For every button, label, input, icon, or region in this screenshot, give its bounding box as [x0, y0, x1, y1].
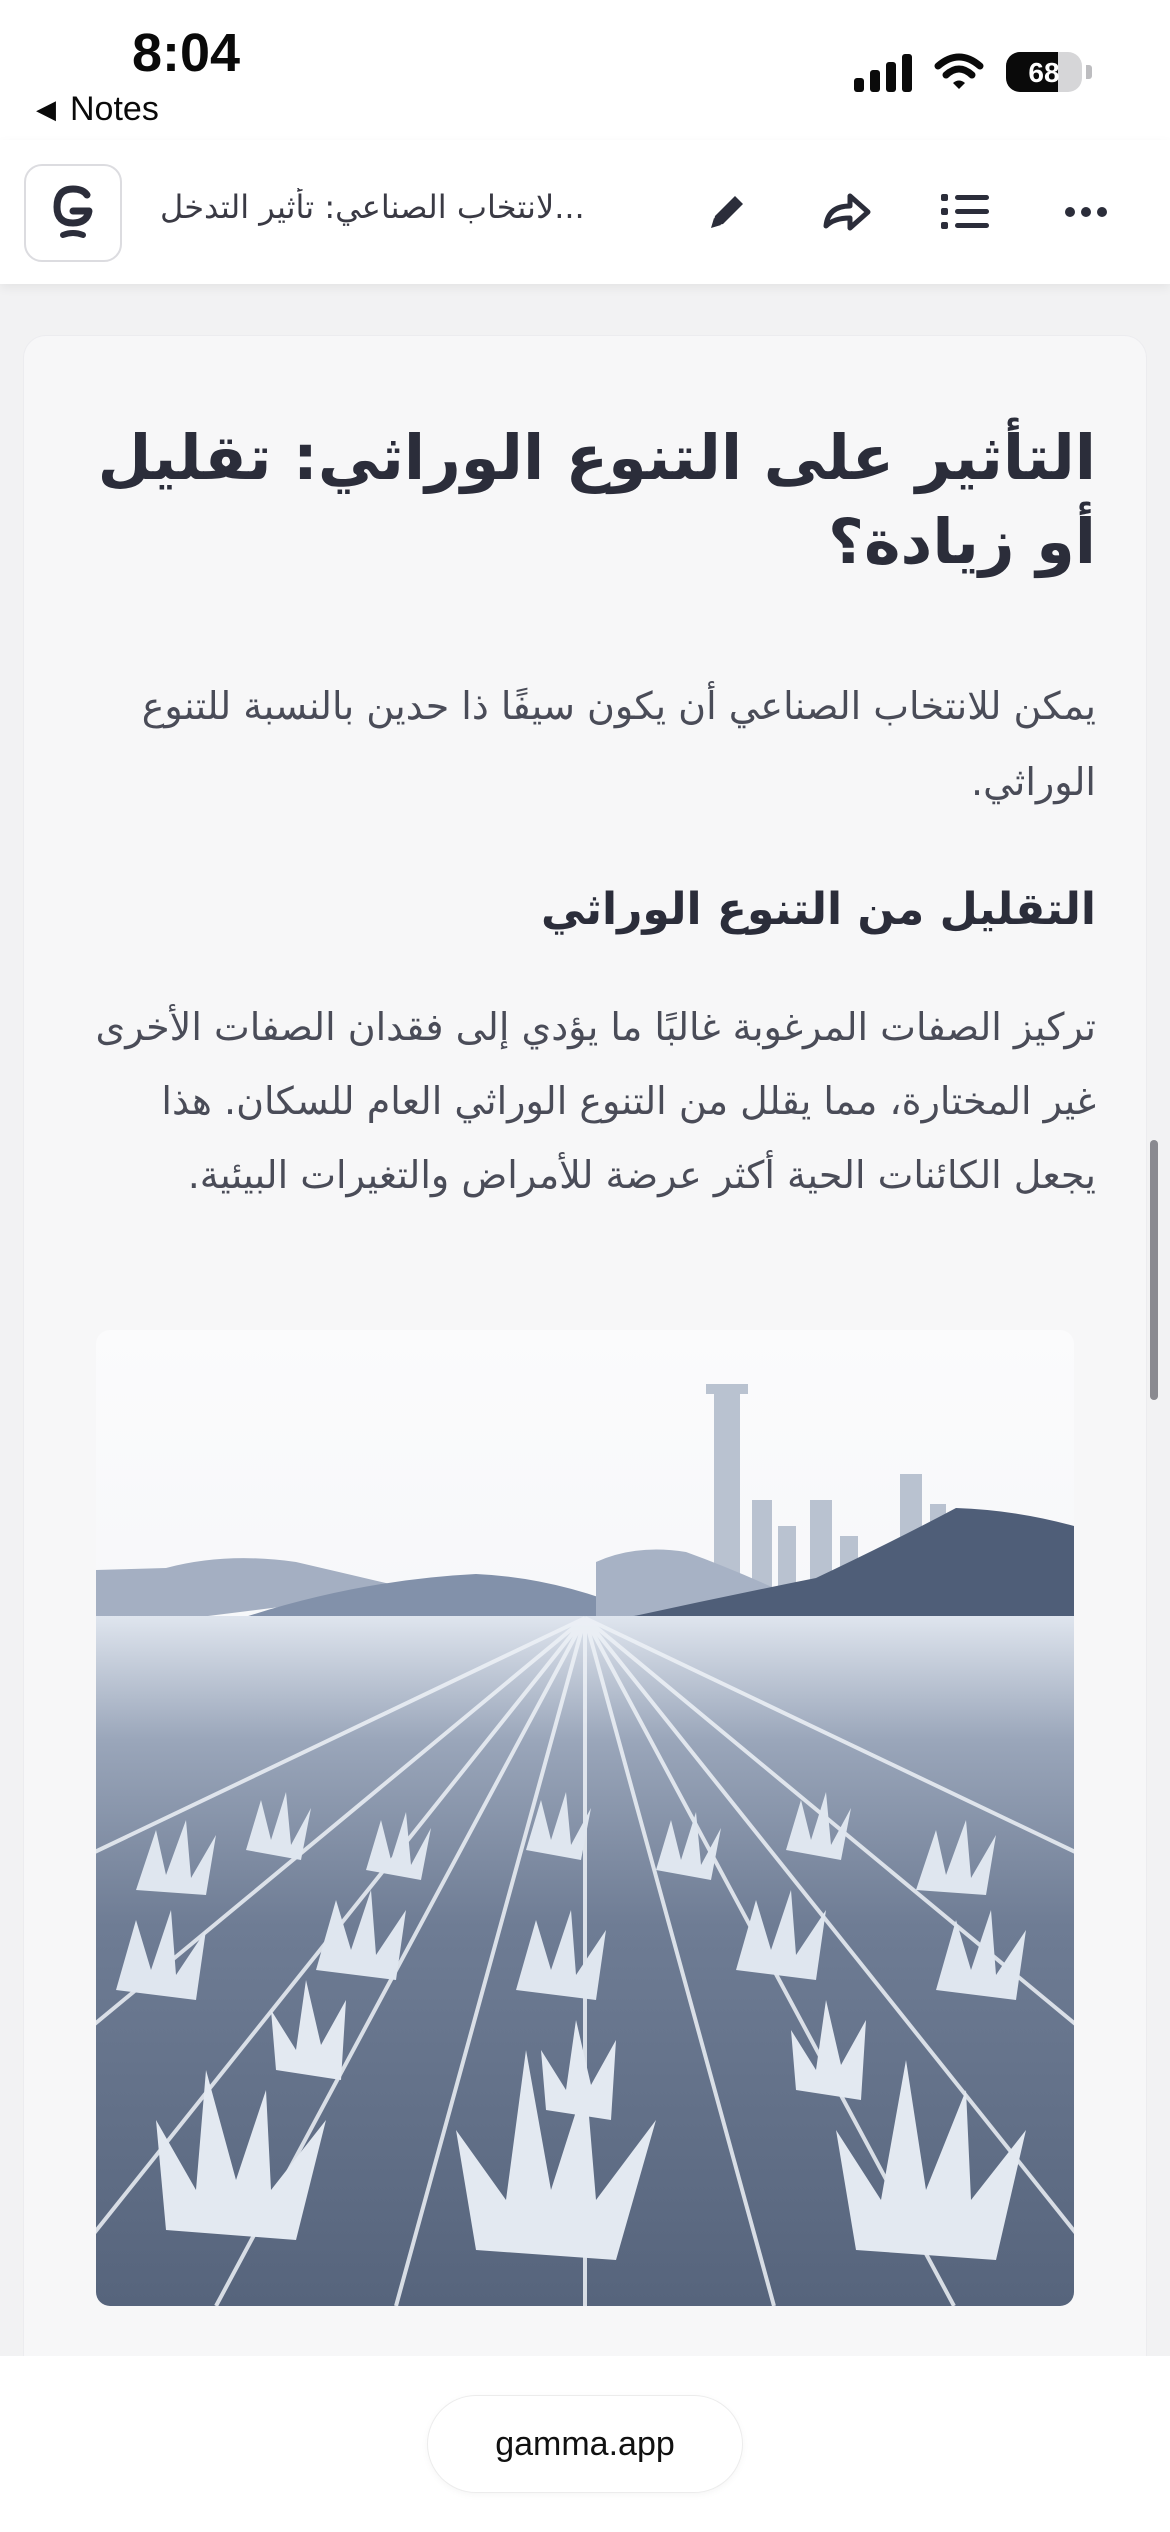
battery-icon [1006, 52, 1082, 92]
battery-cap [1086, 65, 1092, 79]
gamma-logo-icon [43, 181, 103, 245]
edit-icon[interactable] [695, 180, 759, 244]
battery-percent: 68 [1028, 57, 1060, 88]
intro-paragraph: يمكن للانتخاب الصناعي أن يكون سيفًا ذا حدين بالنسبة للتنوع الوراثي. [141, 684, 1096, 804]
cellular-signal-icon [854, 52, 912, 92]
section-heading: التأثير على التنوع الوراثي: تقليل أو زيادة؟ [97, 421, 1096, 578]
wifi-icon [934, 52, 984, 92]
field-illustration[interactable] [96, 1330, 1074, 2306]
body-paragraph: تركيز الصفات المرغوبة غالبًا ما يؤدي إلى فقدان الصفات الأخرى غير المختارة، مما يقلل من التنوع الوراثي العام للسكان. هذا يجعل الكائنات الحية أكثر عرضة للأمراض والتغيرات البيئية. [95, 1005, 1096, 1197]
back-app-label: Notes [70, 90, 159, 128]
url-bar[interactable]: gamma.app [428, 2396, 742, 2492]
subheading: التقليل من التنوع الوراثي [540, 884, 1096, 935]
gamma-logo-button[interactable] [24, 164, 122, 262]
status-bar [0, 0, 1170, 140]
back-to-notes-link[interactable] [36, 90, 159, 129]
share-icon[interactable] [814, 180, 878, 244]
more-icon[interactable] [1054, 180, 1118, 244]
document-title[interactable]: ...لانتخاب الصناعي: تأثير التدخل [160, 188, 585, 226]
status-icons [854, 52, 1092, 92]
status-time: 8:04 [132, 23, 241, 83]
back-arrow-icon: ◀ [36, 94, 56, 124]
list-icon[interactable] [934, 180, 998, 244]
page-scrollbar[interactable] [1150, 1140, 1158, 1400]
content-card [24, 336, 1146, 2436]
app-toolbar [0, 140, 1170, 284]
browser-bottom-bar [0, 2356, 1170, 2532]
